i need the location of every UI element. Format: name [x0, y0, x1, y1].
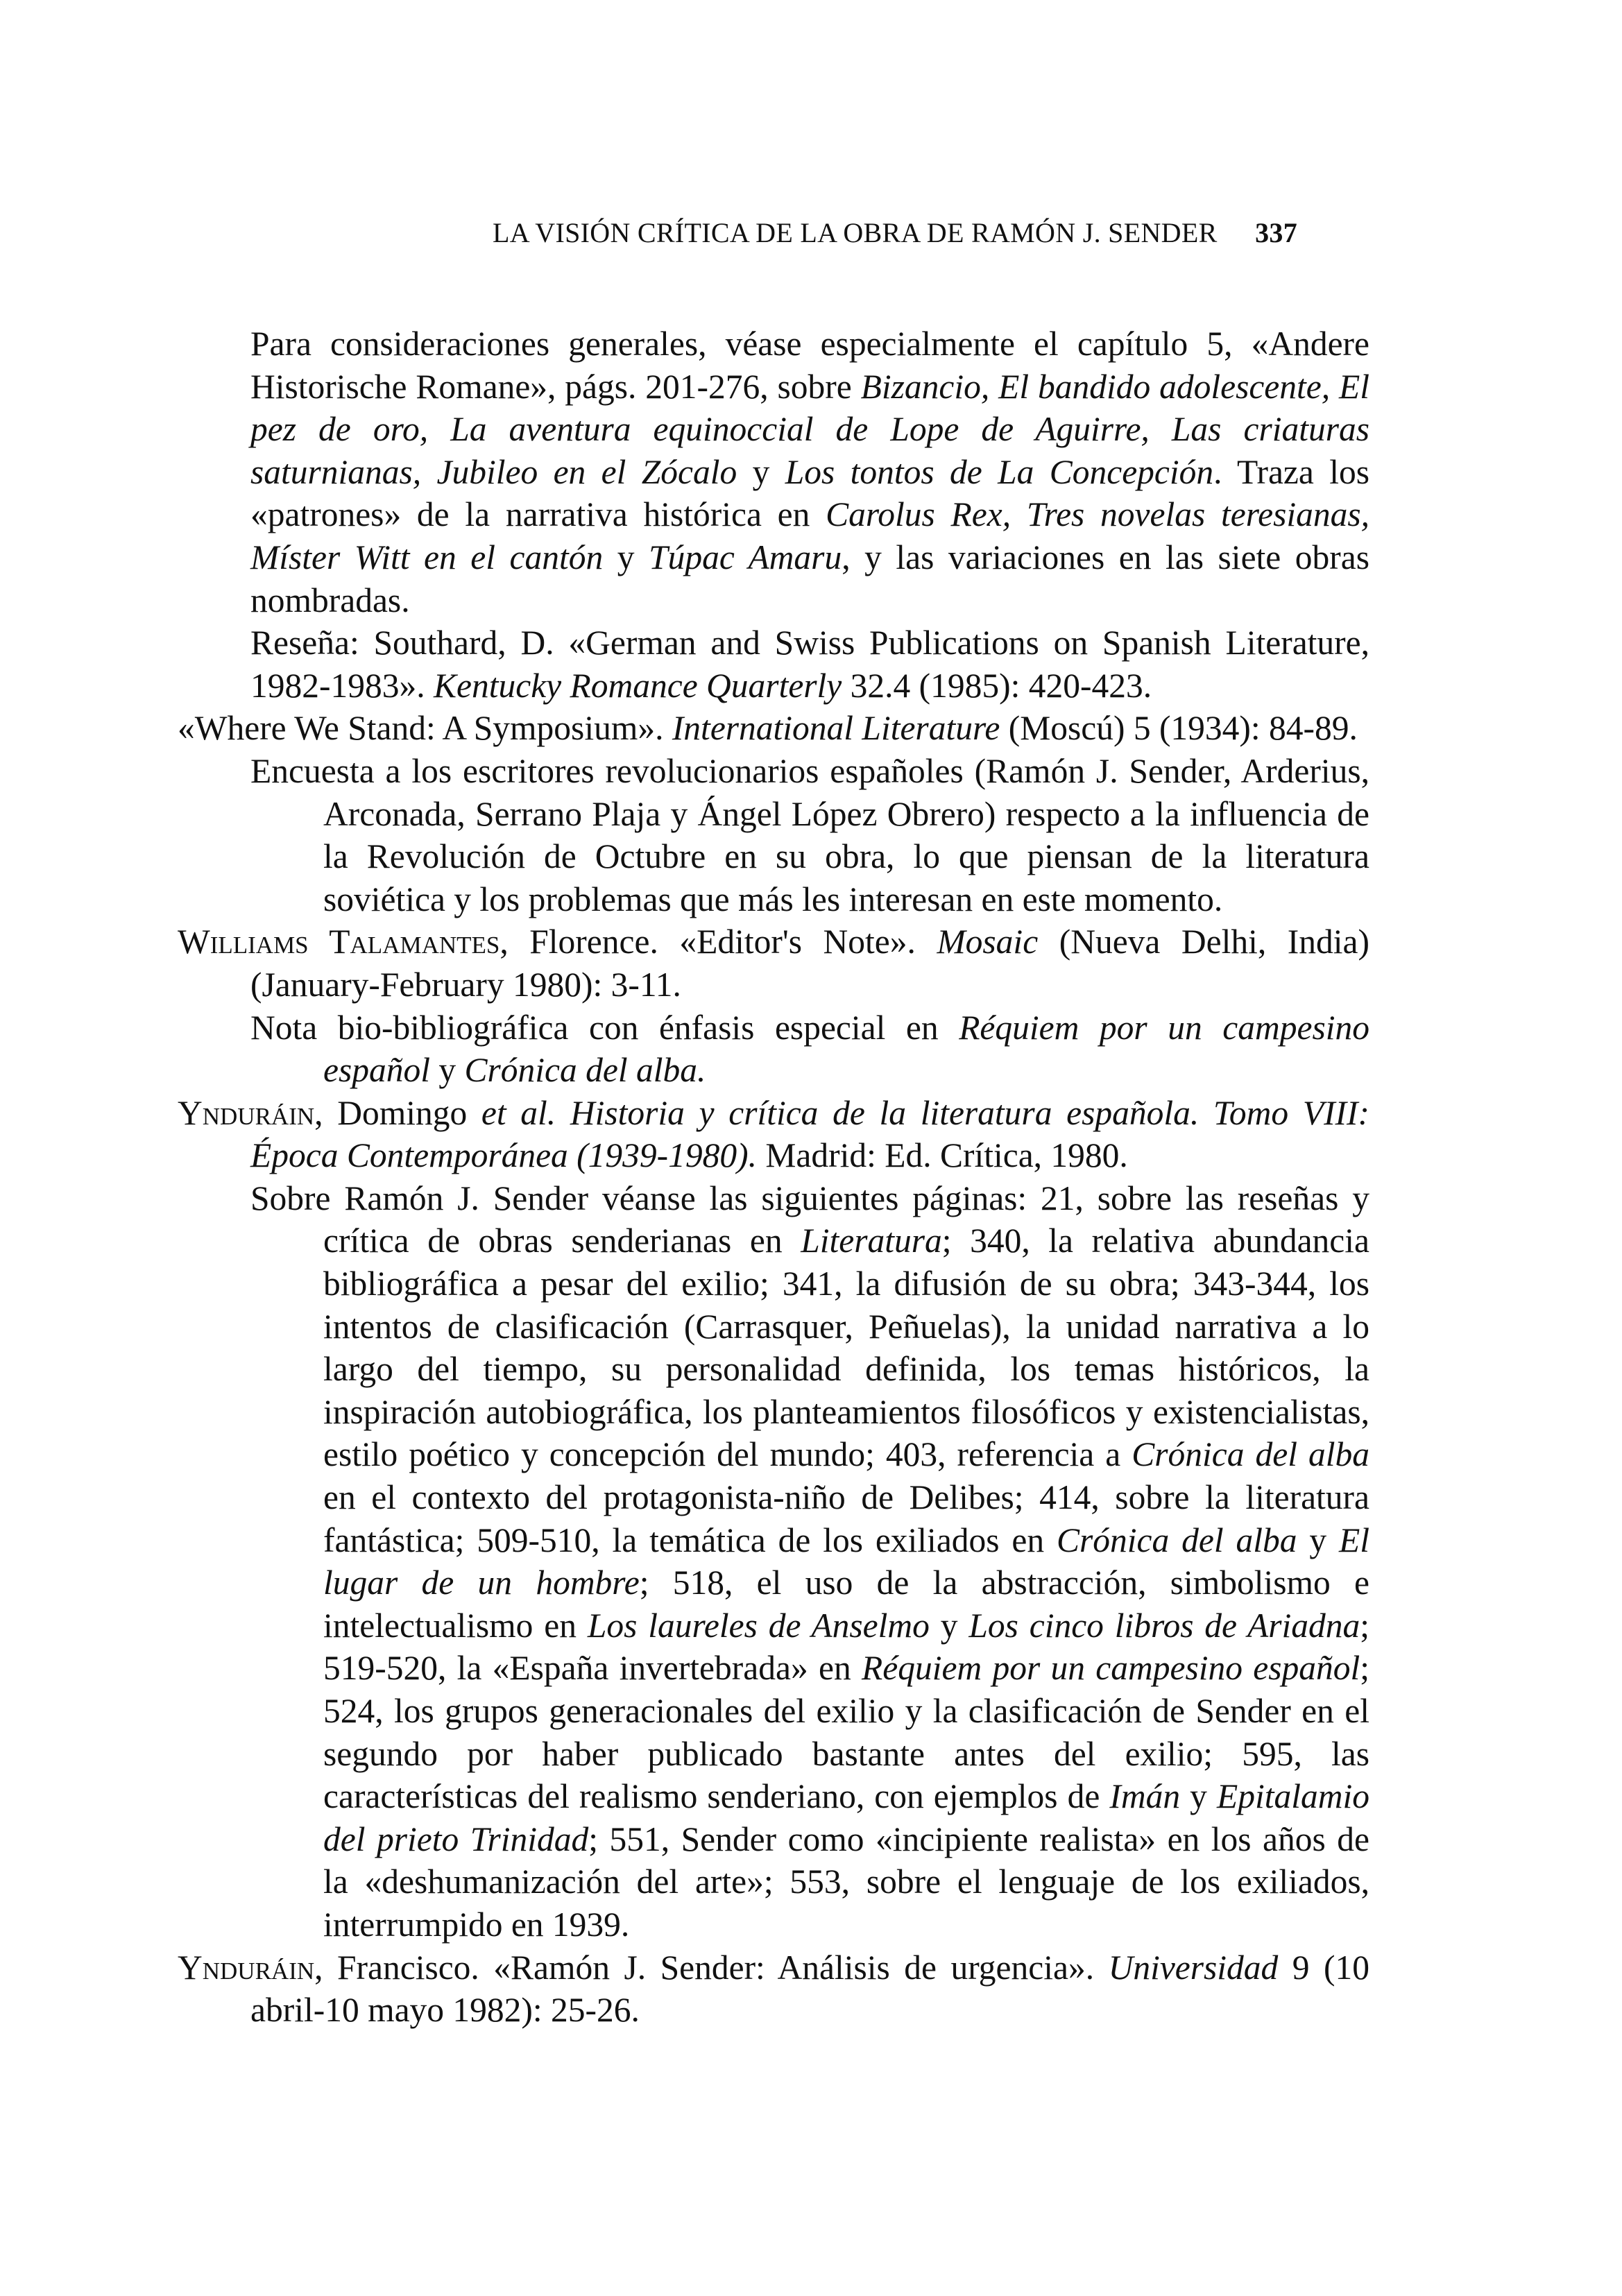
entry-annotation	[250, 750, 1369, 920]
text-span: Reseña: Southard, D. «German and Swiss Publications on Spanish Literature, 1982-1983».	[250, 624, 1369, 705]
text-span: Para consideraciones generales, véase especialmente el capítulo 5, «Andere Historische Romane», págs. 201-276, sobre	[250, 325, 1369, 406]
text-span: Madrid: Ed. Crítica, 1980.	[757, 1136, 1128, 1175]
text-span: , Florence. «Editor's Note».	[500, 923, 937, 961]
text-span: 32.4 (1985): 420-423.	[842, 666, 1152, 705]
bibliography-entry	[178, 1946, 1369, 2032]
entry-annotation	[250, 1177, 1369, 1946]
text-span: ; 518, el uso de la abstracción, simbolismo e intelectualismo en	[323, 1563, 1370, 1645]
text-span: y	[430, 1051, 465, 1090]
text-span: (Moscú) 5 (1934): 84-89.	[1000, 709, 1358, 748]
text-span: Encuesta a los escritores revolucionarios españoles (Ramón J. Sender, Arderius, Arconada, Serrano Plaja y Ángel López Obrero) respecto a la influencia de la Revolución de Octubre en su obra, lo que piensan de la literatura soviética y los problemas que más les interesan en este momento.	[250, 751, 1369, 918]
author-surname: Ynduráin	[178, 1093, 315, 1132]
italic-title: Mosaic	[937, 923, 1039, 961]
text-span	[556, 1094, 570, 1132]
text-span: . Traza los «patrones» de la narrativa histórica en	[250, 452, 1369, 534]
text-span: y	[929, 1606, 969, 1645]
running-title: LA VISIÓN CRÍTICA DE LA OBRA DE RAMÓN J. SENDER	[493, 217, 1218, 248]
italic-title: Historia y crítica de la literatura española. Tomo VIII: Época Contemporánea (1939-1980).	[250, 1093, 1369, 1175]
bibliography-body	[178, 323, 1369, 2032]
italic-title: Crónica del alba.	[464, 1051, 706, 1090]
text-span: , Francisco. «Ramón J. Sender: Análisis de urgencia».	[314, 1948, 1109, 1987]
italic-title: Literatura	[801, 1222, 942, 1260]
text-span: y	[737, 452, 785, 491]
text-span: ; 340, la relativa abundancia bibliográfica a pesar del exilio; 341, la difusión de su obra; 343-344, los intentos de clasificación (Carrasquer, Peñuelas), la unidad narrativa a lo largo del tiempo, su personalidad definida, los temas históricos, la inspiración autobiográfica, los planteamientos filosóficos y existencialistas, estilo poético y concepción del mundo; 403, referencia a	[323, 1222, 1369, 1474]
italic-title: Crónica del alba	[1057, 1520, 1297, 1559]
italic-title: Universidad	[1108, 1948, 1279, 1987]
author-surname: Williams Talamantes	[178, 923, 500, 961]
text-span: ; 519-520, la «España invertebrada» en	[323, 1606, 1370, 1688]
italic-title: Crónica del alba	[1132, 1435, 1369, 1474]
italic-title: Epitalamio del prieto Trinidad	[323, 1777, 1369, 1858]
text-span: (Nueva Delhi, India) (January-February 1980): 3-11.	[250, 923, 1369, 1004]
annotation-paragraph	[178, 323, 1369, 622]
text-span: 9 (10 abril-10 mayo 1982): 25-26.	[250, 1948, 1369, 2030]
text-span: y	[1297, 1520, 1339, 1559]
italic-title: Réquiem por un campesino español	[861, 1649, 1360, 1688]
italic-title: International Literature	[672, 709, 1000, 748]
text-span: , y las variaciones en las siete obras nombradas.	[250, 538, 1369, 619]
text-span: ; 551, Sender como «incipiente realista» en los años de la «deshumanización del arte»; 553, sobre el lenguaje de los exiliados, interrumpido en 1939.	[323, 1819, 1369, 1944]
author-surname: Ynduráin	[178, 1948, 315, 1987]
page-number: 337	[1255, 217, 1297, 248]
text-span: y	[1180, 1777, 1217, 1816]
text-span: , Domingo	[314, 1093, 481, 1132]
italic-title: Los laureles de Anselmo	[587, 1606, 930, 1645]
italic-title: Kentucky Romance Quarterly	[433, 666, 842, 705]
italic-title: Los tontos de La Concepción	[785, 452, 1214, 491]
review-paragraph	[178, 622, 1369, 707]
italic-title: Túpac Amaru	[649, 538, 842, 576]
italic-title: El lugar de un hombre	[323, 1520, 1369, 1602]
text-span: Sobre Ramón J. Sender véanse las siguientes páginas: 21, sobre las reseñas y crítica de obras senderianas en	[250, 1179, 1369, 1260]
text-span: y	[603, 538, 649, 576]
italic-title: Los cinco libros de Ariadna	[968, 1606, 1360, 1645]
bibliography-entry	[178, 707, 1369, 920]
entry-annotation	[250, 1006, 1369, 1092]
italic-title: Bizancio, El bandido adolescente, El pez de oro, La aventura equinoccial de Lope de Aguirre, Las criaturas saturnianas, Jubileo en el Zócalo	[250, 367, 1369, 491]
bibliography-entry	[178, 920, 1369, 1091]
italic-title: Imán	[1109, 1777, 1181, 1816]
text-span: «Where We Stand: A Symposium».	[178, 709, 672, 748]
italic-text: et al.	[481, 1093, 556, 1132]
italic-title: Réquiem por un campesino español	[323, 1008, 1369, 1090]
italic-title: Carolus Rex, Tres novelas teresianas, Míster Witt en el cantón	[250, 495, 1370, 576]
text-span: Nota bio-bibliográfica con énfasis especial en	[250, 1008, 959, 1047]
text-span: en el contexto del protagonista-niño de Delibes; 414, sobre la literatura fantástica; 509-510, la temática de los exiliados en	[323, 1478, 1369, 1559]
running-header	[493, 216, 1297, 251]
text-span: ; 524, los grupos generacionales del exilio y la clasificación de Sender en el segundo por haber publicado bastante antes del exilio; 595, las características del realismo senderiano, con ejemplos de	[323, 1649, 1369, 1816]
bibliography-entry	[178, 1092, 1369, 1946]
